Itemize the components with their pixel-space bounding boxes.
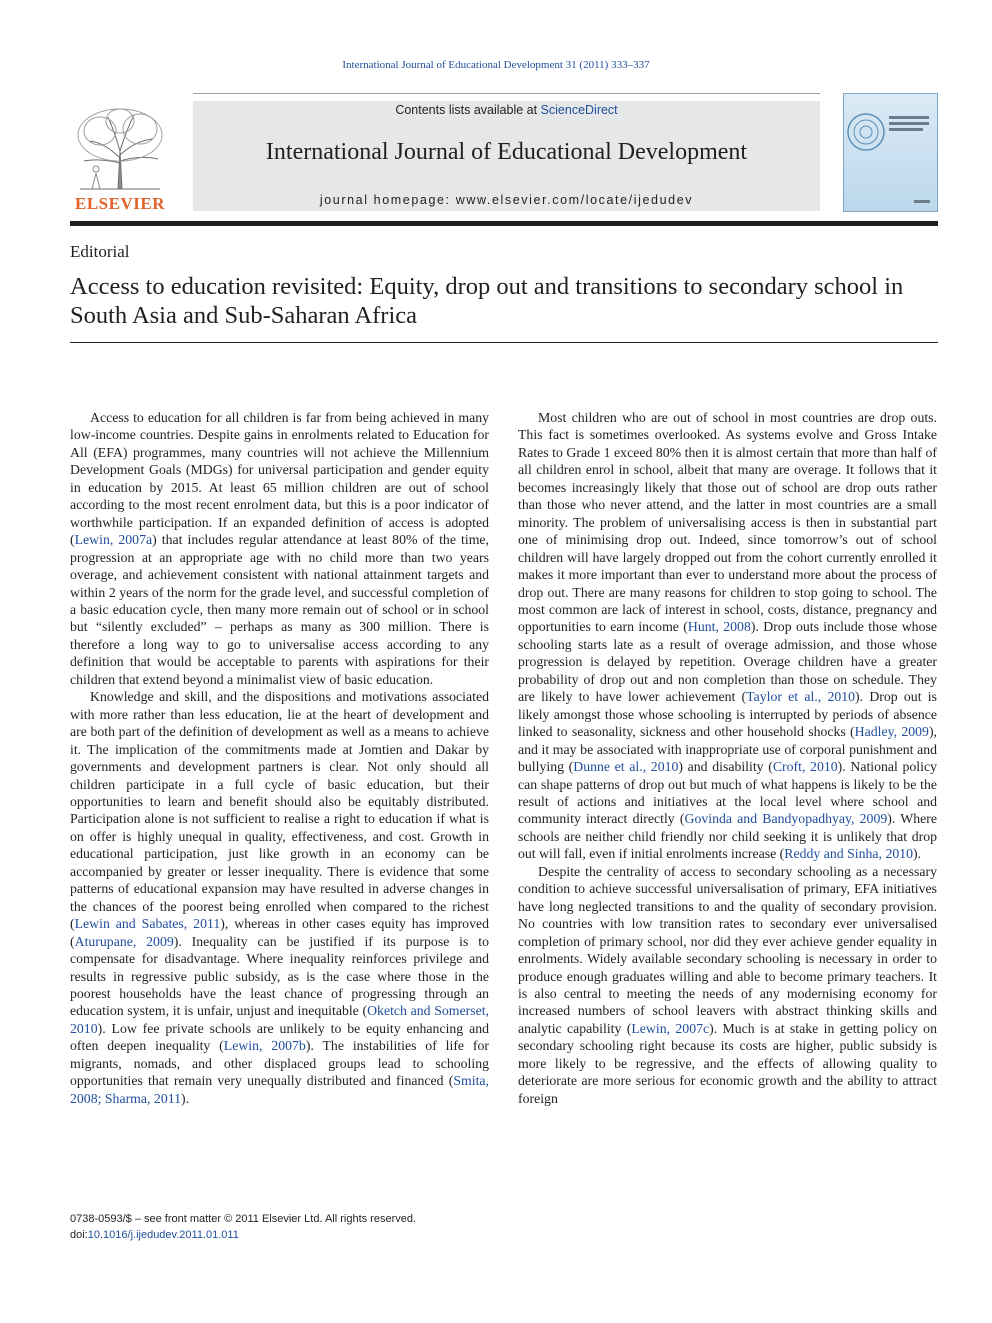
paragraph: Despite the centrality of access to secondary schooling as a necessary condition to achieve successful universalisation of primary, EFA initiatives have long neglected transitions to and the quality of secondary provision. No countries with low transition rates to secondary ever universalised completion of primary school, nor did they ever achieve gender equality in enrolments. Widely available secondary schooling is necessary in order to produce enough graduates willing and able to become primary teachers. It is also central to meeting the needs of any modernising economy for increased numbers of school leavers with abstract thinking skills and analytic capability (Lewin, 2007c). Much is at stake in getting policy on secondary schooling right because its costs are higher, public subsidy is more likely to be regressive, and the effects of allowing quality to deteriorate are more serious for economic growth and the ability to attract foreign xyxy=(518,863,937,1106)
contents-prefix: Contents lists available at xyxy=(395,103,541,117)
doi-line xyxy=(70,1227,416,1243)
article-title: Access to education revisited: Equity, drop out and transitions to secondary school in South Asia and Sub-Saharan Africa xyxy=(70,273,904,329)
reference-link[interactable]: Reddy and Sinha, 2010 xyxy=(784,846,914,862)
article-type: Editorial xyxy=(70,242,130,261)
journal-cover-thumbnail[interactable] xyxy=(843,93,938,212)
homepage-url[interactable]: www.elsevier.com/locate/ijedudev xyxy=(455,193,694,207)
issn-copyright: 0738-0593/$ – see front matter © 2011 Elsevier Ltd. All rights reserved. xyxy=(70,1213,417,1225)
reference-link[interactable]: Lewin, 2007b xyxy=(223,1038,306,1054)
publisher-wordmark: ELSEVIER xyxy=(75,194,165,213)
reference-link[interactable]: Hadley, 2009 xyxy=(854,724,929,740)
masthead-top-rule xyxy=(193,93,820,94)
paragraph: Knowledge and skill, and the dispositions and motivations associated with more rather than less education, lie at the heart of development and are both part of the definition of development as well as a means to achieve it. The implication of the commitments made at Jomtien and Dakar by governments and development partners is clear. Not only should all children participate in a full cycle of basic education, but their opportunities to learn and benefit should also be equitably distributed. Participation alone is not sufficient to realise a right to education if what is on offer is highly unequal in quality, effectiveness, and cost. Growth in educational participation, just like growth in an economy can be accompanied by greater or lesser inequality. There is evidence that some patterns of educational expansion may have resulted in adverse changes in the chances of the poorest being enrolled when compared to the richest (Lewin and Sabates, 2011), whereas in other cases equity has improved (Aturupane, 2009). Inequality can be justified if its purpose is to compensate for disadvantage. Where inequality reinforces privilege and results in regressive public subsidy, as is the case where those in the poorest households have the least chance of progressing through an education system, it is unfair, unjust and inequitable (Oketch and Somerset, 2010). Low fee private schools are unlikely to be equity enhancing and often deepen inequality (Lewin, 2007b). The instabilities of life for migrants, nomads, and other displaced groups lead to schooling opportunities that remain very unequally distributed and financed (Smita, 2008; Sharma, 2011). xyxy=(70,689,489,1106)
cover-art-icon xyxy=(844,94,937,211)
right-column xyxy=(518,409,937,1107)
contents-availability xyxy=(193,103,820,117)
reference-link[interactable]: Hunt, 2008 xyxy=(687,619,751,635)
paragraph: Access to education for all children is far from being achieved in many low-income countries. Despite gains in enrolments related to Education for All (EFA) programmes, many countries will not achieve the Millennium Development Goals (MDGs) for universal participation and gender equity in education by 2015. At least 65 million children are out of school according to the most recent enrolment data, but this is a poor indicator of worthwhile participation. If an expanded definition of access is adopted (Lewin, 2007a) that includes regular attendance at least 80% of the time, progression at an appropriate age with no child more than two years overage, and achievement consistent with national attainment targets and within 2 years of the norm for the grade level, and successful completion of a basic education cycle, then many more remain out of school or in school but “silently excluded” – perhaps as many as 300 million. There is therefore a long way to go to universalise access according to any definition that would be acceptable to parents with aspirations for their children that extend beyond a minimalist view of basic education. xyxy=(70,410,489,687)
reference-link[interactable]: Govinda and Bandyopadhyay, 2009 xyxy=(684,811,888,827)
reference-link[interactable]: Croft, 2010 xyxy=(772,759,838,775)
header-divider xyxy=(70,221,938,226)
elsevier-logo[interactable] xyxy=(70,103,170,213)
reference-link[interactable]: Lewin, 2007c xyxy=(631,1020,710,1036)
title-divider xyxy=(70,342,938,343)
paragraph: Most children who are out of school in most countries are drop outs. This fact is sometimes overlooked. As systems evolve and Gross Intake Rates to Grade 1 exceed 80% then it is almost certain that more than half of all children enrol in school, albeit that many are overage. It follows that it becomes increasingly likely that those out of school are drop outs rather than those who never attend, and the latter in most countries are a small minority. The problem of universalising access is then in substantial part one of minimising drop out. Indeed, since tomorrow’s out of school children will have largely dropped out from the cohort currently enrolled it makes it more important than ever to understand more about the process of drop out. There are many reasons for children to stop going to school. The most common are lack of interest in school, costs, distance, pregnancy and opportunities to earn income (Hunt, 2008). Drop outs include those whose schooling starts late as a result of overage admission, and those whose progression is delayed by repetition. Overage children have a greater probability of drop out and non completion than those on schedule. They are likely to have lower achievement (Taylor et al., 2010). Drop out is likely amongst those whose schooling is interrupted by periods of absence linked to seasonality, sickness and other household shocks (Hadley, 2009), and it may be associated with inappropriate use of corporal punishment and bullying (Dunne et al., 2010) and disability (Croft, 2010). National policy can shape patterns of drop out but much of what happens is likely to be the result of actions and initiatives at the local level where school and community interact directly (Govinda and Bandyopadhyay, 2009). Where schools are neither child friendly nor child seeking it is unlikely that drop out will fall, even if initial enrolments increase (Reddy and Sinha, 2010). xyxy=(518,410,937,862)
reference-link[interactable]: Lewin and Sabates, 2011 xyxy=(74,916,221,932)
reference-link[interactable]: Taylor et al., 2010 xyxy=(746,689,856,705)
reference-link[interactable]: Oketch and Somerset, 2010 xyxy=(70,1003,489,1036)
sciencedirect-link[interactable]: ScienceDirect xyxy=(540,103,618,117)
journal-title: International Journal of Educational Development xyxy=(265,139,748,165)
elsevier-tree-icon xyxy=(70,103,170,191)
journal-masthead xyxy=(193,101,820,211)
doi-prefix: doi: xyxy=(70,1229,88,1241)
footer xyxy=(70,1211,416,1243)
journal-citation[interactable]: International Journal of Educational Development 31 (2011) 333–337 xyxy=(342,59,650,71)
reference-link[interactable]: Lewin, 2007a xyxy=(74,532,153,548)
homepage-prefix: journal homepage: xyxy=(319,193,456,207)
reference-link[interactable]: Aturupane, 2009 xyxy=(74,933,174,949)
reference-link[interactable]: Smita, 2008; Sharma, 2011 xyxy=(70,1073,489,1106)
reference-link[interactable]: Dunne et al., 2010 xyxy=(573,759,679,775)
journal-homepage xyxy=(193,193,820,207)
doi-link[interactable]: 10.1016/j.ijedudev.2011.01.011 xyxy=(87,1229,239,1241)
left-column xyxy=(70,409,489,1107)
